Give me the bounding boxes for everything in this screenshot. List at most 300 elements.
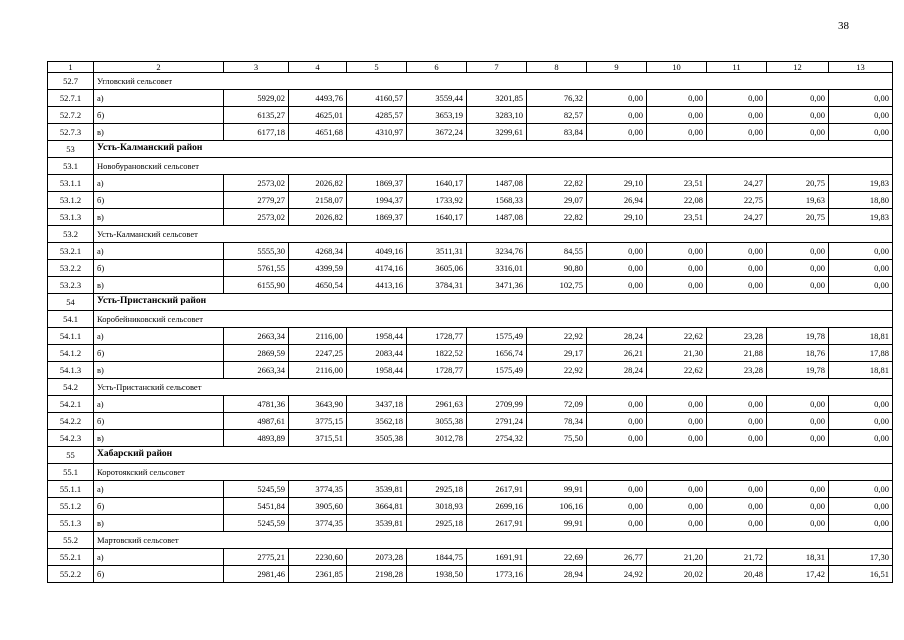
table-row: [48, 243, 893, 260]
value-cell: 3511,31: [407, 243, 467, 260]
value-cell: 4413,16: [347, 277, 407, 294]
table-row: [48, 209, 893, 226]
value-cell: 2247,25: [289, 345, 347, 362]
value-cell: 0,00: [767, 413, 829, 430]
value-cell: 3643,90: [289, 396, 347, 413]
value-cell: 2925,18: [407, 515, 467, 532]
value-cell: 0,00: [647, 413, 707, 430]
value-cell: 5245,59: [224, 515, 289, 532]
value-cell: 26,21: [587, 345, 647, 362]
value-cell: 22,62: [647, 328, 707, 345]
value-cell: 3672,24: [407, 124, 467, 141]
value-cell: 0,00: [829, 498, 893, 515]
value-cell: 22,75: [707, 192, 767, 209]
value-cell: 1728,77: [407, 362, 467, 379]
value-cell: 2663,34: [224, 328, 289, 345]
table-row: [48, 107, 893, 124]
row-code: 52.7.1: [48, 90, 94, 107]
value-cell: 22,92: [527, 362, 587, 379]
settlement-name: Мартовский сельсовет: [94, 532, 893, 549]
value-cell: 6135,27: [224, 107, 289, 124]
row-code: 52.7.3: [48, 124, 94, 141]
value-cell: 1728,77: [407, 328, 467, 345]
value-cell: 0,00: [647, 498, 707, 515]
table-row: [48, 277, 893, 294]
value-cell: 0,00: [767, 107, 829, 124]
value-cell: 21,72: [707, 549, 767, 566]
value-cell: 26,77: [587, 549, 647, 566]
value-cell: 2573,02: [224, 209, 289, 226]
column-header: 12: [767, 62, 829, 73]
table-body: [48, 62, 893, 583]
row-label: в): [94, 124, 224, 141]
value-cell: 18,81: [829, 362, 893, 379]
value-cell: 4650,54: [289, 277, 347, 294]
value-cell: 3234,76: [467, 243, 527, 260]
value-cell: 4049,16: [347, 243, 407, 260]
value-cell: 0,00: [767, 481, 829, 498]
row-label: а): [94, 481, 224, 498]
row-code: 54.2.2: [48, 413, 94, 430]
value-cell: 0,00: [707, 515, 767, 532]
value-cell: 5555,30: [224, 243, 289, 260]
value-cell: 0,00: [829, 90, 893, 107]
value-cell: 0,00: [587, 481, 647, 498]
value-cell: 2869,59: [224, 345, 289, 362]
value-cell: 24,27: [707, 175, 767, 192]
value-cell: 5451,84: [224, 498, 289, 515]
value-cell: 1733,92: [407, 192, 467, 209]
value-cell: 0,00: [647, 243, 707, 260]
value-cell: 0,00: [647, 396, 707, 413]
settlement-row: [48, 73, 893, 90]
row-code: 53.2: [48, 226, 94, 243]
value-cell: 78,34: [527, 413, 587, 430]
value-cell: 0,00: [829, 124, 893, 141]
value-cell: 0,00: [829, 396, 893, 413]
value-cell: 6155,90: [224, 277, 289, 294]
row-code: 55.1: [48, 464, 94, 481]
row-label: в): [94, 430, 224, 447]
column-header: 9: [587, 62, 647, 73]
value-cell: 2925,18: [407, 481, 467, 498]
table-row: [48, 430, 893, 447]
column-header: 2: [94, 62, 224, 73]
value-cell: 3471,36: [467, 277, 527, 294]
district-name: Хабарский район: [94, 447, 893, 464]
value-cell: 1869,37: [347, 175, 407, 192]
value-cell: 22,92: [527, 328, 587, 345]
table-row: [48, 498, 893, 515]
table-row: [48, 481, 893, 498]
value-cell: 4268,34: [289, 243, 347, 260]
value-cell: 3018,93: [407, 498, 467, 515]
value-cell: 17,88: [829, 345, 893, 362]
row-code: 54.1.2: [48, 345, 94, 362]
value-cell: 3664,81: [347, 498, 407, 515]
row-label: а): [94, 243, 224, 260]
table-row: [48, 90, 893, 107]
value-cell: 3055,38: [407, 413, 467, 430]
value-cell: 0,00: [829, 107, 893, 124]
value-cell: 0,00: [587, 90, 647, 107]
value-cell: 29,10: [587, 209, 647, 226]
value-cell: 2981,46: [224, 566, 289, 583]
value-cell: 99,91: [527, 481, 587, 498]
row-code: 55.2.2: [48, 566, 94, 583]
value-cell: 23,51: [647, 209, 707, 226]
value-cell: 22,08: [647, 192, 707, 209]
value-cell: 1487,08: [467, 209, 527, 226]
column-header: 8: [527, 62, 587, 73]
value-cell: 5245,59: [224, 481, 289, 498]
value-cell: 2617,91: [467, 515, 527, 532]
column-header: 13: [829, 62, 893, 73]
value-cell: 0,00: [587, 396, 647, 413]
value-cell: 6177,18: [224, 124, 289, 141]
value-cell: 1938,50: [407, 566, 467, 583]
table-row: [48, 124, 893, 141]
value-cell: 2617,91: [467, 481, 527, 498]
value-cell: 28,24: [587, 328, 647, 345]
value-cell: 21,88: [707, 345, 767, 362]
value-cell: 1773,16: [467, 566, 527, 583]
value-cell: 29,17: [527, 345, 587, 362]
value-cell: 21,30: [647, 345, 707, 362]
value-cell: 0,00: [829, 430, 893, 447]
value-cell: 0,00: [587, 430, 647, 447]
value-cell: 2026,82: [289, 209, 347, 226]
value-cell: 1691,91: [467, 549, 527, 566]
value-cell: 0,00: [587, 260, 647, 277]
column-header: 7: [467, 62, 527, 73]
value-cell: 3775,15: [289, 413, 347, 430]
header-row: [48, 62, 893, 73]
row-label: а): [94, 549, 224, 566]
value-cell: 0,00: [829, 260, 893, 277]
value-cell: 2361,85: [289, 566, 347, 583]
value-cell: 1640,17: [407, 175, 467, 192]
value-cell: 0,00: [829, 277, 893, 294]
value-cell: 18,81: [829, 328, 893, 345]
value-cell: 20,75: [767, 209, 829, 226]
column-header: 11: [707, 62, 767, 73]
value-cell: 3715,51: [289, 430, 347, 447]
value-cell: 2158,07: [289, 192, 347, 209]
value-cell: 16,51: [829, 566, 893, 583]
value-cell: 1958,44: [347, 328, 407, 345]
value-cell: 2230,60: [289, 549, 347, 566]
value-cell: 19,78: [767, 328, 829, 345]
row-code: 52.7: [48, 73, 94, 90]
value-cell: 4987,61: [224, 413, 289, 430]
value-cell: 102,75: [527, 277, 587, 294]
value-cell: 2709,99: [467, 396, 527, 413]
value-cell: 4651,68: [289, 124, 347, 141]
value-cell: 3905,60: [289, 498, 347, 515]
table-row: [48, 549, 893, 566]
row-label: б): [94, 192, 224, 209]
row-code: 53.1: [48, 158, 94, 175]
value-cell: 22,82: [527, 209, 587, 226]
value-cell: 1869,37: [347, 209, 407, 226]
value-cell: 3299,61: [467, 124, 527, 141]
value-cell: 3012,78: [407, 430, 467, 447]
value-cell: 2775,21: [224, 549, 289, 566]
value-cell: 0,00: [829, 481, 893, 498]
value-cell: 76,32: [527, 90, 587, 107]
value-cell: 0,00: [587, 124, 647, 141]
value-cell: 0,00: [587, 515, 647, 532]
value-cell: 2073,28: [347, 549, 407, 566]
row-label: а): [94, 396, 224, 413]
value-cell: 2961,63: [407, 396, 467, 413]
value-cell: 0,00: [767, 124, 829, 141]
value-cell: 22,69: [527, 549, 587, 566]
value-cell: 3539,81: [347, 515, 407, 532]
value-cell: 2791,24: [467, 413, 527, 430]
value-cell: 0,00: [587, 243, 647, 260]
value-cell: 4285,57: [347, 107, 407, 124]
district-row: [48, 447, 893, 464]
value-cell: 26,94: [587, 192, 647, 209]
value-cell: 19,63: [767, 192, 829, 209]
row-code: 54.2.1: [48, 396, 94, 413]
value-cell: 20,02: [647, 566, 707, 583]
value-cell: 72,09: [527, 396, 587, 413]
row-code: 54: [48, 294, 94, 311]
page-number: 38: [838, 20, 849, 32]
value-cell: 0,00: [707, 90, 767, 107]
value-cell: 0,00: [647, 515, 707, 532]
value-cell: 19,83: [829, 175, 893, 192]
district-name: Усть-Пристанский район: [94, 294, 893, 311]
value-cell: 1487,08: [467, 175, 527, 192]
table-row: [48, 566, 893, 583]
value-cell: 2754,32: [467, 430, 527, 447]
value-cell: 2663,34: [224, 362, 289, 379]
value-cell: 0,00: [767, 243, 829, 260]
row-code: 53: [48, 141, 94, 158]
value-cell: 28,24: [587, 362, 647, 379]
row-label: а): [94, 175, 224, 192]
value-cell: 17,30: [829, 549, 893, 566]
value-cell: 4160,57: [347, 90, 407, 107]
value-cell: 4625,01: [289, 107, 347, 124]
value-cell: 1568,33: [467, 192, 527, 209]
value-cell: 21,20: [647, 549, 707, 566]
settlement-row: [48, 379, 893, 396]
column-header: 3: [224, 62, 289, 73]
settlement-name: Новобурановский сельсовет: [94, 158, 893, 175]
table-row: [48, 413, 893, 430]
value-cell: 18,76: [767, 345, 829, 362]
row-code: 54.2: [48, 379, 94, 396]
value-cell: 1575,49: [467, 362, 527, 379]
row-label: б): [94, 260, 224, 277]
value-cell: 18,31: [767, 549, 829, 566]
row-label: в): [94, 362, 224, 379]
value-cell: 18,80: [829, 192, 893, 209]
settlement-row: [48, 311, 893, 328]
row-code: 54.1.3: [48, 362, 94, 379]
value-cell: 0,00: [707, 413, 767, 430]
value-cell: 83,84: [527, 124, 587, 141]
value-cell: 0,00: [767, 396, 829, 413]
row-code: 55.1.2: [48, 498, 94, 515]
row-code: 53.1.3: [48, 209, 94, 226]
value-cell: 90,80: [527, 260, 587, 277]
settlement-name: Коробейниковский сельсовет: [94, 311, 893, 328]
value-cell: 0,00: [767, 90, 829, 107]
row-code: 55.1.3: [48, 515, 94, 532]
value-cell: 1575,49: [467, 328, 527, 345]
value-cell: 0,00: [647, 430, 707, 447]
value-cell: 0,00: [707, 277, 767, 294]
value-cell: 1994,37: [347, 192, 407, 209]
value-cell: 3774,35: [289, 481, 347, 498]
row-code: 54.2.3: [48, 430, 94, 447]
value-cell: 0,00: [707, 107, 767, 124]
value-cell: 106,16: [527, 498, 587, 515]
value-cell: 29,07: [527, 192, 587, 209]
value-cell: 2779,27: [224, 192, 289, 209]
row-code: 55.1.1: [48, 481, 94, 498]
value-cell: 4174,16: [347, 260, 407, 277]
value-cell: 28,94: [527, 566, 587, 583]
column-header: 10: [647, 62, 707, 73]
row-label: в): [94, 277, 224, 294]
value-cell: 0,00: [767, 277, 829, 294]
value-cell: 1640,17: [407, 209, 467, 226]
value-cell: 2116,00: [289, 328, 347, 345]
row-label: б): [94, 345, 224, 362]
value-cell: 1822,52: [407, 345, 467, 362]
value-cell: 3505,38: [347, 430, 407, 447]
value-cell: 4310,97: [347, 124, 407, 141]
value-cell: 19,78: [767, 362, 829, 379]
value-cell: 0,00: [647, 277, 707, 294]
value-cell: 0,00: [647, 107, 707, 124]
row-label: б): [94, 566, 224, 583]
value-cell: 19,83: [829, 209, 893, 226]
value-cell: 0,00: [647, 124, 707, 141]
value-cell: 0,00: [767, 498, 829, 515]
value-cell: 24,27: [707, 209, 767, 226]
value-cell: 3201,85: [467, 90, 527, 107]
row-code: 55.2.1: [48, 549, 94, 566]
value-cell: 3784,31: [407, 277, 467, 294]
value-cell: 0,00: [647, 90, 707, 107]
column-header: 5: [347, 62, 407, 73]
value-cell: 4493,76: [289, 90, 347, 107]
row-code: 52.7.2: [48, 107, 94, 124]
data-table: [47, 61, 893, 583]
value-cell: 17,42: [767, 566, 829, 583]
settlement-row: [48, 226, 893, 243]
value-cell: 23,28: [707, 362, 767, 379]
value-cell: 84,55: [527, 243, 587, 260]
settlement-row: [48, 532, 893, 549]
value-cell: 0,00: [707, 396, 767, 413]
value-cell: 22,82: [527, 175, 587, 192]
value-cell: 0,00: [647, 260, 707, 277]
value-cell: 0,00: [587, 498, 647, 515]
row-code: 53.2.2: [48, 260, 94, 277]
value-cell: 5761,55: [224, 260, 289, 277]
table-row: [48, 260, 893, 277]
value-cell: 1656,74: [467, 345, 527, 362]
row-code: 55.2: [48, 532, 94, 549]
table-row: [48, 345, 893, 362]
table-row: [48, 175, 893, 192]
value-cell: 3316,01: [467, 260, 527, 277]
value-cell: 29,10: [587, 175, 647, 192]
value-cell: 3539,81: [347, 481, 407, 498]
value-cell: 23,28: [707, 328, 767, 345]
value-cell: 2573,02: [224, 175, 289, 192]
row-label: б): [94, 107, 224, 124]
value-cell: 20,48: [707, 566, 767, 583]
row-code: 53.1.2: [48, 192, 94, 209]
settlement-name: Усть-Пристанский сельсовет: [94, 379, 893, 396]
value-cell: 4399,59: [289, 260, 347, 277]
value-cell: 2026,82: [289, 175, 347, 192]
settlement-name: Угловский сельсовет: [94, 73, 893, 90]
value-cell: 20,75: [767, 175, 829, 192]
value-cell: 2198,28: [347, 566, 407, 583]
table-row: [48, 515, 893, 532]
value-cell: 1958,44: [347, 362, 407, 379]
value-cell: 0,00: [587, 413, 647, 430]
row-code: 53.1.1: [48, 175, 94, 192]
row-code: 54.1: [48, 311, 94, 328]
value-cell: 2116,00: [289, 362, 347, 379]
value-cell: 3774,35: [289, 515, 347, 532]
value-cell: 0,00: [587, 277, 647, 294]
column-header: 4: [289, 62, 347, 73]
value-cell: 3437,18: [347, 396, 407, 413]
value-cell: 0,00: [829, 515, 893, 532]
table-row: [48, 328, 893, 345]
value-cell: 4893,89: [224, 430, 289, 447]
row-code: 53.2.1: [48, 243, 94, 260]
row-label: а): [94, 90, 224, 107]
row-label: в): [94, 209, 224, 226]
row-label: б): [94, 498, 224, 515]
value-cell: 0,00: [647, 481, 707, 498]
value-cell: 0,00: [707, 243, 767, 260]
table-row: [48, 192, 893, 209]
value-cell: 2699,16: [467, 498, 527, 515]
settlement-name: Усть-Калманский сельсовет: [94, 226, 893, 243]
value-cell: 3605,06: [407, 260, 467, 277]
settlement-row: [48, 158, 893, 175]
value-cell: 3653,19: [407, 107, 467, 124]
column-header: 1: [48, 62, 94, 73]
table-row: [48, 362, 893, 379]
value-cell: 4781,36: [224, 396, 289, 413]
row-code: 53.2.3: [48, 277, 94, 294]
value-cell: 2083,44: [347, 345, 407, 362]
value-cell: 0,00: [767, 430, 829, 447]
value-cell: 75,50: [527, 430, 587, 447]
value-cell: 3562,18: [347, 413, 407, 430]
value-cell: 3283,10: [467, 107, 527, 124]
district-row: [48, 294, 893, 311]
value-cell: 0,00: [707, 481, 767, 498]
row-label: в): [94, 515, 224, 532]
